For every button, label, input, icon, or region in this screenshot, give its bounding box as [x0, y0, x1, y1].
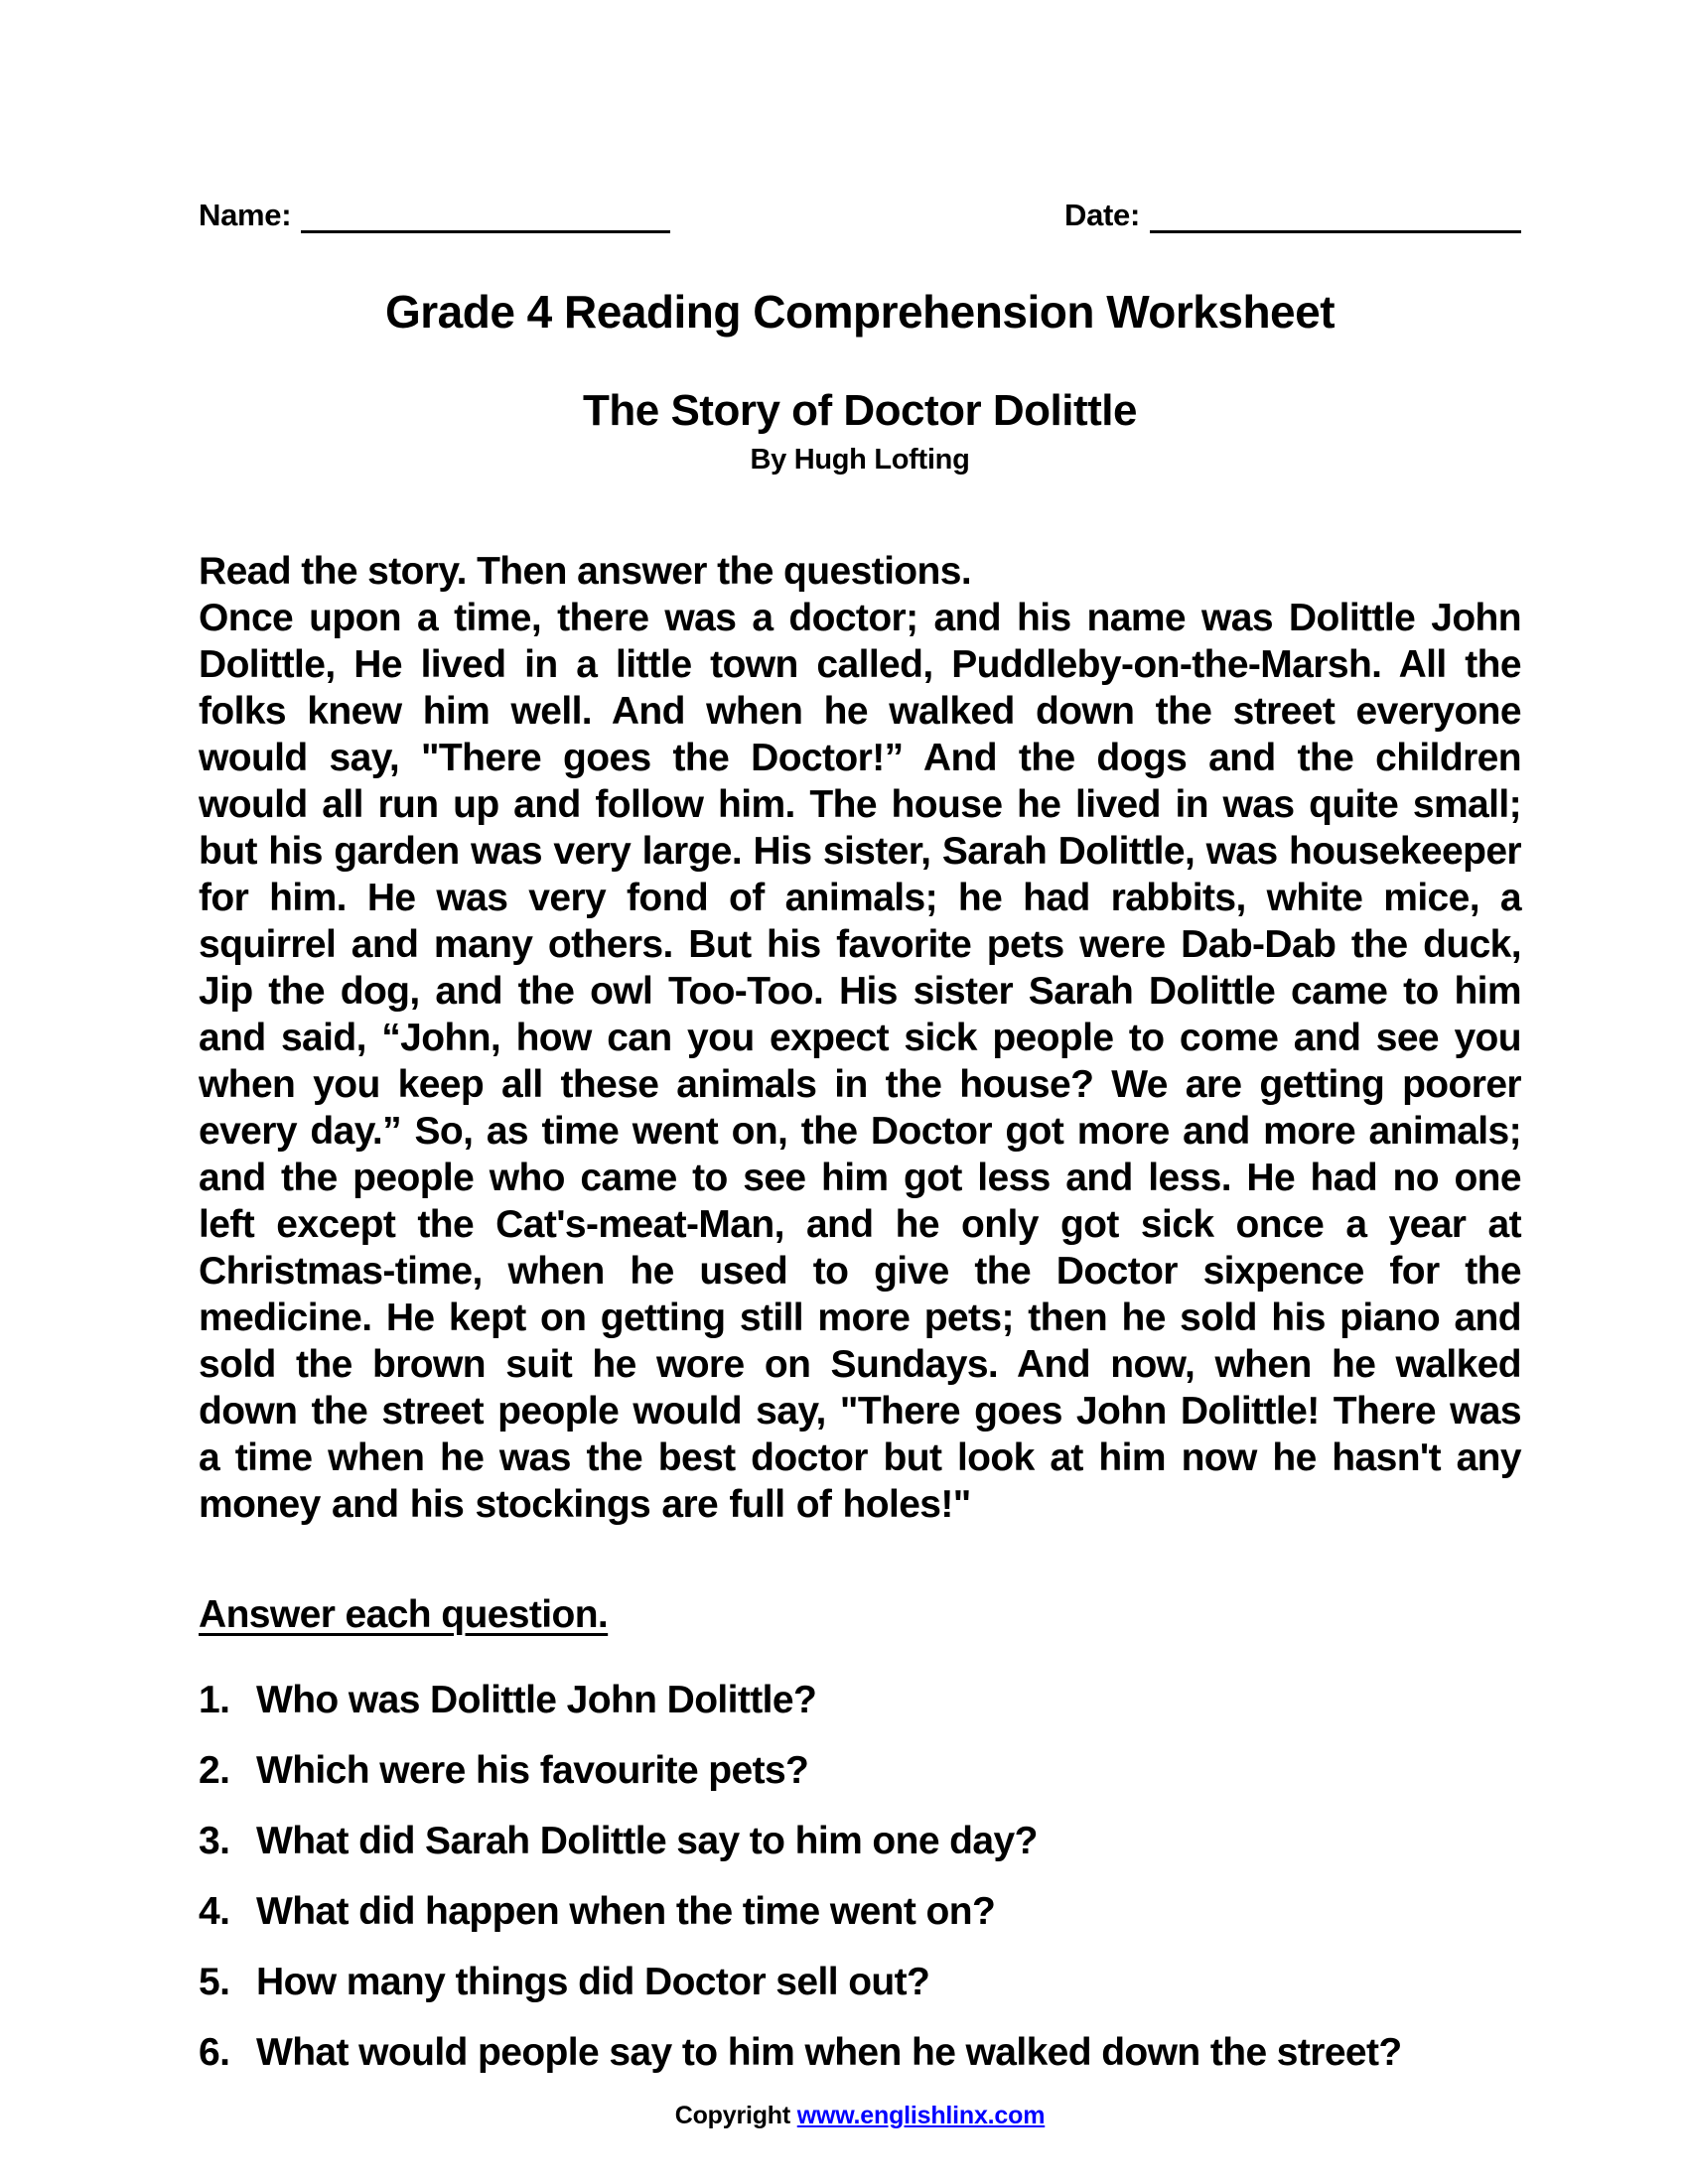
- instructions-line: Read the story. Then answer the questions.: [199, 550, 972, 593]
- worksheet-title: Grade 4 Reading Comprehension Worksheet: [384, 286, 1336, 338]
- question-number: 3.: [199, 1820, 230, 1862]
- name-blank-line: [301, 197, 670, 233]
- copyright-label: Copyright: [674, 2102, 790, 2129]
- question-number: 5.: [199, 1961, 230, 2003]
- question-text: How many things did Doctor sell out?: [256, 1961, 930, 2003]
- question-text: What did Sarah Dolittle say to him one day?: [256, 1820, 1038, 1862]
- question-item-6: [199, 2031, 1521, 2075]
- name-field-group: [199, 197, 670, 233]
- question-item-4: [199, 1890, 1521, 1934]
- question-text: What did happen when the time went on?: [256, 1890, 996, 1933]
- date-label: Date:: [1063, 198, 1140, 232]
- question-item-1: [199, 1679, 1521, 1722]
- name-label: Name:: [199, 198, 292, 232]
- story-title: The Story of Doctor Dolittle: [583, 386, 1137, 435]
- question-number: 4.: [199, 1890, 230, 1933]
- question-number: 6.: [199, 2031, 230, 2074]
- englishlinx-link[interactable]: www.englishlinx.com: [796, 2102, 1046, 2129]
- story-paragraph: Once upon a time, there was a doctor; and his name was Dolittle John Dolittle, He lived in a little town called, Puddleby-on-the-Marsh. All the folks knew him well. And when he walked down the street everyone would say, "There goes the Doctor!” And the dogs and the children would all run up and follow him. The house he lived in was quite small; but his garden was very large. His sister, Sarah Dolittle, was housekeeper for him. He was very fond of animals; he had rabbits, white mice, a squirrel and many others. But his favorite pets were Dab-Dab the duck, Jip the dog, and the owl Too-Too. His sister Sarah Dolittle came to him and said, “John, how can you expect sick people to come and see you when you keep all these animals in the house? We are getting poorer every day.” So, as time went on, the Doctor got more and more animals; and the people who came to see him got less and less. He had no one left except the Cat's-meat-Man, and he only got sick once a year at Christmas-time, when he used to give the Doctor sixpence for the medicine. He kept on getting still more pets; then he sold his piano and sold the brown suit he wore on Sundays. And now, when he walked down the street people would say, "There goes John Dolittle! There was a time when he was the best doctor but look at him now he hasn't any money and his stockings are full of holes!": [199, 597, 1521, 1526]
- question-text: Which were his favourite pets?: [256, 1749, 809, 1792]
- copyright-footer: [199, 2102, 1521, 2130]
- name-date-row: [199, 197, 1521, 233]
- question-item-5: [199, 1961, 1521, 2004]
- question-item-2: [199, 1749, 1521, 1793]
- question-number: 1.: [199, 1679, 230, 1721]
- questions-list: [199, 1679, 1521, 2075]
- date-blank-line: [1150, 197, 1521, 233]
- date-field-group: [1064, 197, 1521, 233]
- question-text: Who was Dolittle John Dolittle?: [256, 1679, 817, 1721]
- questions-heading: Answer each question.: [199, 1593, 609, 1636]
- worksheet-content: [199, 0, 1521, 2130]
- question-item-3: [199, 1820, 1521, 1863]
- question-text: What would people say to him when he walked down the street?: [256, 2031, 1402, 2074]
- question-number: 2.: [199, 1749, 230, 1792]
- story-byline: By Hugh Lofting: [750, 444, 970, 476]
